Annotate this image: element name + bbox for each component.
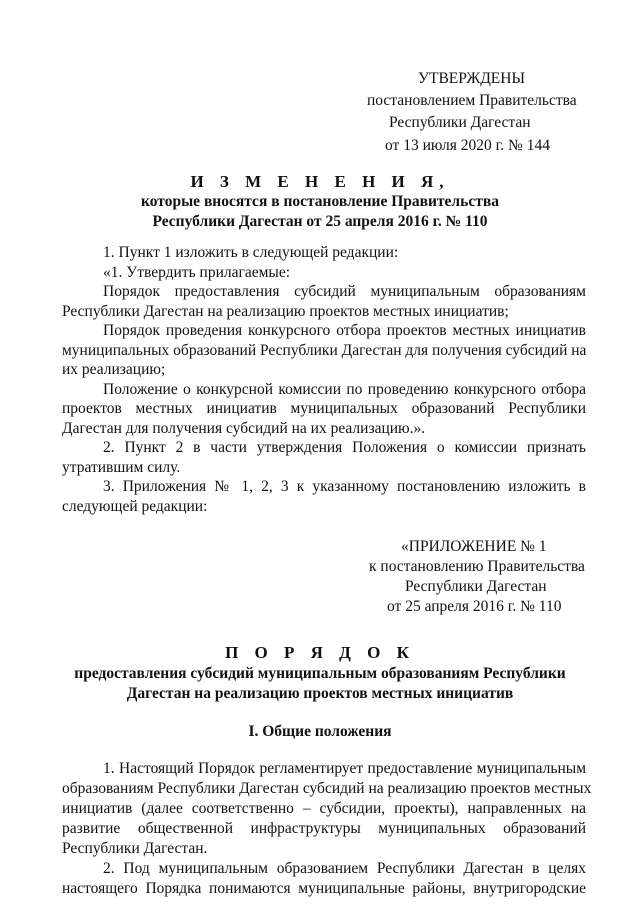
body-line: Республики Дагестан на реализацию проектов местных инициатив; xyxy=(62,303,509,320)
approval-date: от 13 июля 2020 г. № 144 xyxy=(385,137,550,154)
body-line: Дагестан для получения субсидий на их реализацию.». xyxy=(62,420,426,437)
approval-line-2: постановлением Правительства xyxy=(367,92,577,109)
body-line: 2. Пункт 2 в части утверждения Положения о комиссии признать xyxy=(103,439,586,456)
changes-subtitle-2: Республики Дагестан от 25 апреля 2016 г. № 110 xyxy=(152,213,488,230)
section-line: 2. Под муниципальным образованием Республики Дагестан в целях xyxy=(103,860,586,877)
appendix-line-2: к постановлению Правительства xyxy=(369,558,585,575)
order-title: П О Р Я Д О К xyxy=(225,643,415,662)
body-line: проектов местных инициатив муниципальных образований Республики xyxy=(62,400,586,417)
body-line: Порядок проведения конкурсного отбора проектов местных инициатив xyxy=(103,322,586,339)
appendix-line-3: Республики Дагестан xyxy=(405,578,547,595)
body-line: 1. Пункт 1 изложить в следующей редакции: xyxy=(103,244,399,261)
body-line: утратившим силу. xyxy=(62,459,181,476)
section-line: настоящего Порядка понимаются муниципальные районы, внутригородские xyxy=(62,880,586,897)
section-line: развитие общественной инфраструктуры муниципальных образований xyxy=(62,820,586,837)
appendix-line-4: от 25 апреля 2016 г. № 110 xyxy=(387,598,562,615)
body-line: Положение о конкурсной комиссии по проведению конкурсного отбора xyxy=(103,381,586,398)
body-line: 3. Приложения № 1, 2, 3 к указанному постановлению изложить в xyxy=(103,478,586,495)
section-line: 1. Настоящий Порядок регламентирует предоставление муниципальным xyxy=(103,760,586,777)
approval-line-3: Республики Дагестан xyxy=(389,114,531,131)
section-line: образованиям Республики Дагестан субсидий на реализацию проектов местных xyxy=(62,780,592,797)
section-line: инициатив (далее соответственно – субсидии, проекты), направленных на xyxy=(62,800,586,817)
appendix-line-1: «ПРИЛОЖЕНИЕ № 1 xyxy=(401,538,547,555)
section-line: Республики Дагестан. xyxy=(62,840,208,857)
body-line: их реализацию; xyxy=(62,361,166,378)
order-subtitle-1: предоставления субсидий муниципальным образованиям Республики xyxy=(74,665,566,682)
order-subtitle-2: Дагестан на реализацию проектов местных инициатив xyxy=(126,685,514,702)
changes-title: И З М Е Н Е Н И Я, xyxy=(190,172,450,191)
body-line: «1. Утвердить прилагаемые: xyxy=(103,264,291,281)
body-line: Порядок предоставления субсидий муниципальным образованиям xyxy=(103,283,586,300)
body-line: муниципальных образований Республики Дагестан для получения субсидий на xyxy=(62,342,587,359)
section-heading: I. Общие положения xyxy=(248,723,392,740)
approval-line-1: УТВЕРЖДЕНЫ xyxy=(418,70,525,87)
body-line: следующей редакции: xyxy=(62,498,208,515)
changes-subtitle-1: которые вносятся в постановление Правительства xyxy=(141,193,499,210)
